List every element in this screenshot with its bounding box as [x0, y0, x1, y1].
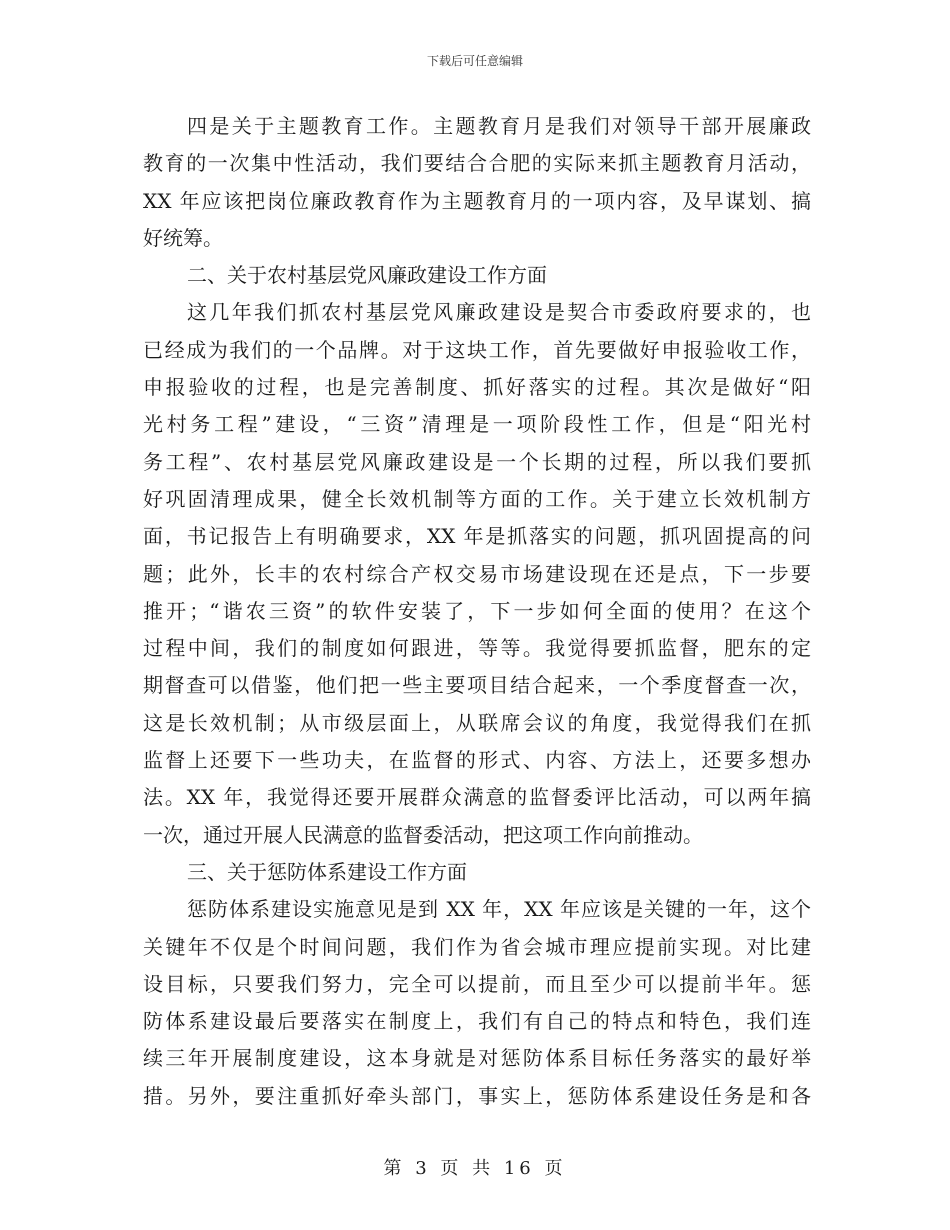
text-line: 惩防体系建设实施意见是到 XX 年，XX 年应该是关键的一年，这个 [187, 897, 811, 922]
paragraph [143, 891, 811, 1115]
text-line: 二、关于农村基层党风廉政建设工作方面 [187, 263, 547, 288]
text-line: 已经成为我们的一个品牌。对于这块工作，首先要做好申报验收工作， [143, 337, 811, 362]
text-line: 务工程”、农村基层党风廉政建设是一个长期的过程，所以我们要抓 [143, 449, 811, 474]
text-line: 这是长效机制；从市级层面上，从联席会议的角度，我觉得我们在抓 [143, 710, 811, 735]
paragraph [143, 257, 811, 294]
text-line: 光村务工程”建设，“三资”清理是一项阶段性工作，但是“阳光村 [143, 412, 811, 437]
text-line: 监督上还要下一些功夫，在监督的形式、内容、方法上，还要多想办 [143, 748, 811, 773]
text-line: 这几年我们抓农村基层党风廉政建设是契合市委政府要求的，也 [187, 300, 811, 325]
text-line: 好统筹。 [143, 225, 223, 250]
text-line: 续三年开展制度建设，这本身就是对惩防体系目标任务落实的最好举 [143, 1046, 811, 1071]
text-line: 题；此外，长丰的农村综合产权交易市场建设现在还是点，下一步要 [143, 561, 811, 586]
paragraph [143, 854, 811, 891]
page-footer: 第 3 页 共 16 页 [383, 1158, 567, 1179]
text-line: 教育的一次集中性活动，我们要结合合肥的实际来抓主题教育月活动， [143, 151, 811, 176]
text-line: 面，书记报告上有明确要求，XX 年是抓落实的问题，抓巩固提高的问 [143, 524, 811, 549]
page-header: 下载后可任意编辑 [426, 54, 523, 68]
text-line: XX 年应该把岗位廉政教育作为主题教育月的一项内容，及早谋划、搞 [143, 188, 811, 213]
document-body [143, 108, 811, 1115]
text-line: 好巩固清理成果，健全长效机制等方面的工作。关于建立长效机制方 [143, 486, 811, 511]
text-line: 法。XX 年，我觉得还要开展群众满意的监督委评比活动，可以两年搞 [143, 785, 811, 810]
paragraph [143, 294, 811, 853]
text-line: 三、关于惩防体系建设工作方面 [187, 859, 467, 884]
text-line: 申报验收的过程，也是完善制度、抓好落实的过程。其次是做好“阳 [143, 375, 811, 400]
text-line: 一次，通过开展人民满意的监督委活动，把这项工作向前推动。 [143, 822, 703, 847]
text-line: 设目标，只要我们努力，完全可以提前，而且至少可以提前半年。惩 [143, 971, 811, 996]
text-line: 过程中间，我们的制度如何跟进，等等。我觉得要抓监督，肥东的定 [143, 636, 811, 661]
text-line: 期督查可以借鉴，他们把一些主要项目结合起来，一个季度督查一次， [143, 673, 811, 698]
text-line: 关键年不仅是个时间问题，我们作为省会城市理应提前实现。对比建 [143, 934, 811, 959]
text-line: 防体系建设最后要落实在制度上，我们有自己的特点和特色，我们连 [143, 1009, 811, 1034]
paragraph [143, 108, 811, 257]
text-line: 四是关于主题教育工作。主题教育月是我们对领导干部开展廉政 [187, 114, 811, 138]
text-line: 推开；“谐农三资”的软件安装了，下一步如何全面的使用？在这个 [143, 598, 811, 623]
text-line: 措。另外，要注重抓好牵头部门，事实上，惩防体系建设任务是和各 [143, 1083, 811, 1108]
